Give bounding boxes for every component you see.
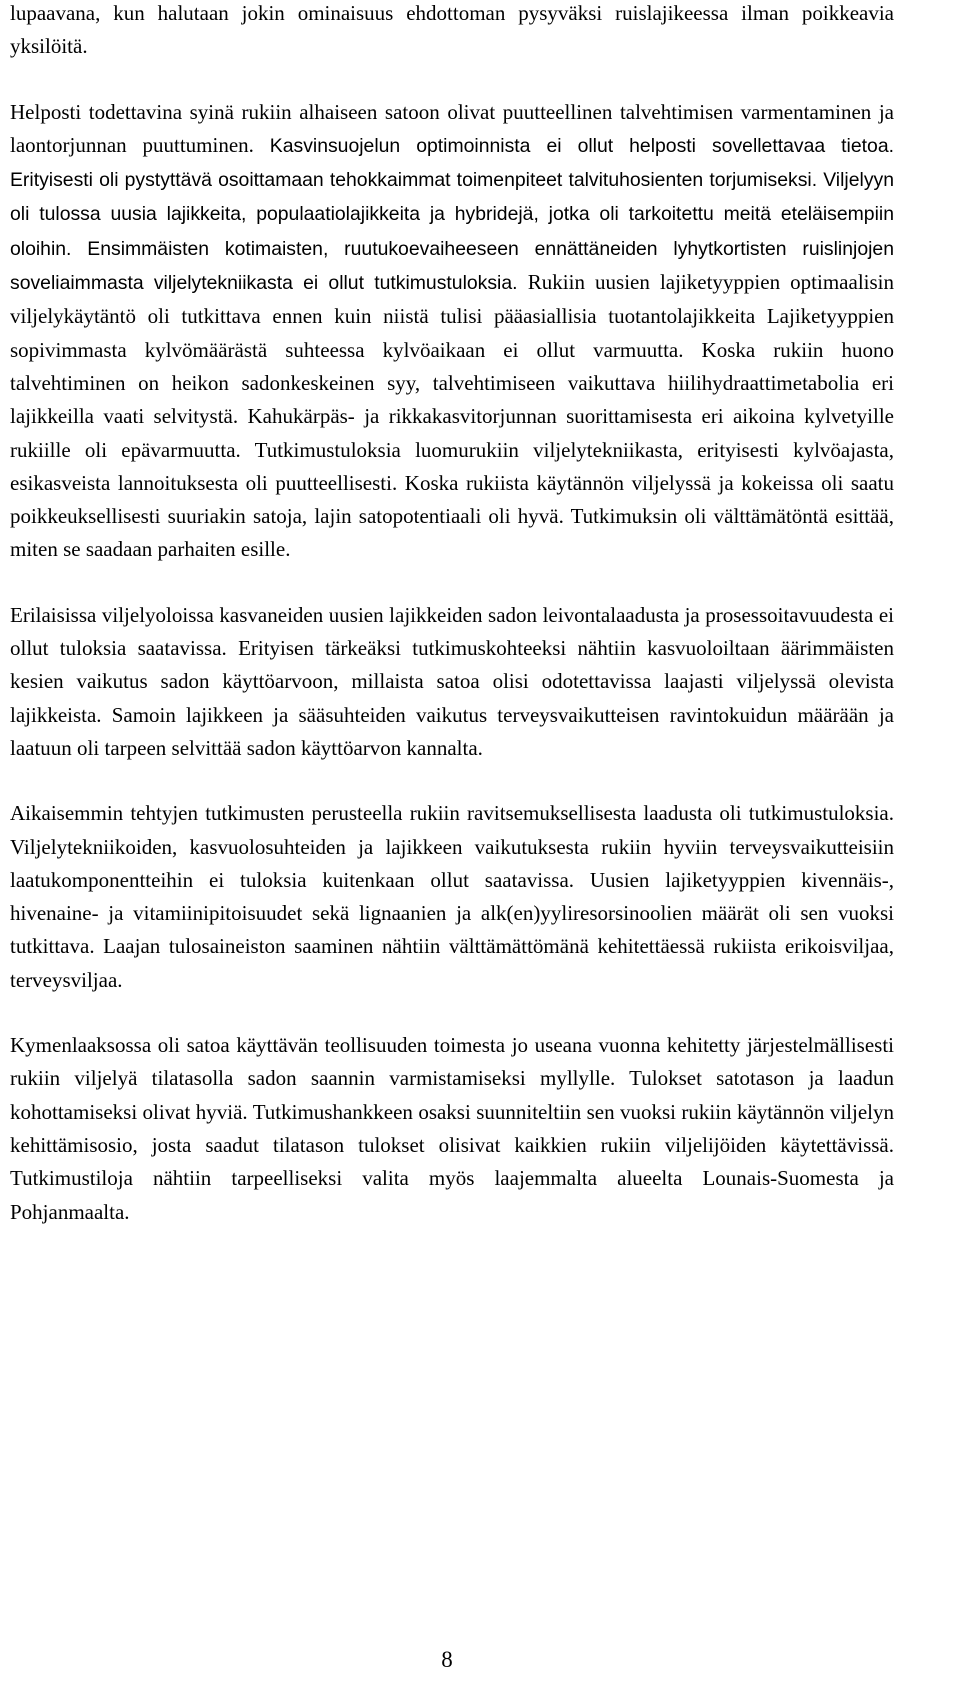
- paragraph-4: [10, 797, 894, 997]
- paragraph-1-text: lupaavana, kun halutaan jokin ominaisuus ehdottoman pysyväksi ruislajikeessa ilman poikkeavia yksilöitä.: [10, 1, 894, 59]
- paragraph-5: [10, 1029, 894, 1229]
- paragraph-3-text: Erilaisissa viljelyoloissa kasvaneiden uusien lajikkeiden sadon leivontalaadusta ja prosessoitavuudesta ei ollut tuloksia saatavissa. Erityisen tärkeäksi tutkimuskohteeksi nähtiin kasvuoloiltaan äärimmäisten kesien vaikutus sadon käyttöarvoon, millaista satoa olisi odotettavissa laajasti viljelyssä olevista lajikkeista. Samoin lajikkeen ja sääsuhteiden vaikutus terveysvaikutteisen ravintokuidun määrään ja laatuun oli tarpeen selvittää sadon käyttöarvon kannalta.: [10, 602, 894, 760]
- paragraph-2-text-part-2: Kasvinsuojelun optimoinnista ei ollut helposti sovellettavaa tietoa. Erityisesti oli pystyttävä osoittamaan tehokkaimmat toimenpiteet talvituhosienten torjumiseksi. Viljelyyn oli tulossa uusia lajikkeita, populaatiolajikkeita ja hybridejä, jotka oli tarkoitettu meitä eteläisempiin oloihin. Ensimmäisten kotimaisten, ruutukoevaiheeseen ennättäneiden lyhytkortisten ruislinjojen soveliaimmasta viljelytekniikasta ei ollut tutkimustuloksia.: [10, 134, 894, 295]
- paragraph-4-text: Aikaisemmin tehtyjen tutkimusten perusteella rukiin ravitsemuksellisesta laadusta oli tutkimustuloksia. Viljelytekniikoiden, kasvuolosuhteiden ja lajikkeen vaikutuksesta rukiin hyviin terveysvaikutteisiin laatukomponentteihin ei tuloksia kuitenkaan ollut saatavissa. Uusien lajiketyyppien kivennäis-, hivenaine- ja vitamiinipitoisuudet sekä lignaanien ja alk(en)yyliresorsinoolien määrät oli sen vuoksi tutkittava. Laajan tulosaineiston saaminen nähtiin välttämättömänä kehitettäessä rukiista erikoisviljaa, terveysviljaa.: [10, 801, 894, 992]
- paragraph-5-text: Kymenlaaksossa oli satoa käyttävän teollisuuden toimesta jo useana vuonna kehitetty järjestelmällisesti rukiin viljelyä tilatasolla sadon saannin varmistamiseksi myllylle. Tulokset satotason ja laadun kohottamiseksi olivat hyviä. Tutkimushankkeen osaksi suunniteltiin sen vuoksi rukiin käytännön viljelyn kehittämisosio, josta saadut tilatason tulokset olisivat kaikkien rukiin viljelijöiden käytettävissä. Tutkimustiloja nähtiin tarpeelliseksi valita myös laajemmalta alueelta Lounais-Suomesta ja Pohjanmaalta.: [10, 1033, 894, 1224]
- paragraph-1: [10, 0, 894, 64]
- page-number: 8: [441, 1647, 453, 1672]
- paragraph-2-text-part-3: Rukiin uusien lajiketyyppien optimaalisin viljelykäytäntö oli tutkittava ennen kuin niistä tulisi pääasiallisia tuotantolajikkeita Lajiketyyppien sopivimmasta kylvömäärästä suhteessa kylvöaikaan ei ollut varmuutta. Koska rukiin huono talvehtiminen on heikon sadonkeskeinen syy, talvehtimiseen vaikuttava hiilihydraattimetabolia eri lajikkeilla vaati selvitystä. Kahukärpäs- ja rikkakasvitorjunnan suorittamisesta eri aikoina kylvetyille rukiille oli epävarmuutta. Tutkimustuloksia luomurukiin viljelytekniikasta, erityisesti kylvöajasta, esikasveista lannoituksesta oli puutteellisesti. Koska rukiista käytännön viljelyssä ja kokeissa oli saatu poikkeuksellisesti suuriakin satoja, lajin satopotentiaali oli hyvä. Tutkimuksin oli välttämätöntä esittää, miten se saadaan parhaiten esille.: [10, 270, 894, 562]
- document-page: [10, 0, 894, 1229]
- paragraph-3: [10, 599, 894, 765]
- paragraph-2: [10, 96, 894, 567]
- paragraph-2-text-part-1: Helposti todettavina syinä rukiin alhaiseen satoon olivat puutteellinen talvehtimisen varmentaminen ja laontorjunnan puuttuminen.: [10, 99, 894, 157]
